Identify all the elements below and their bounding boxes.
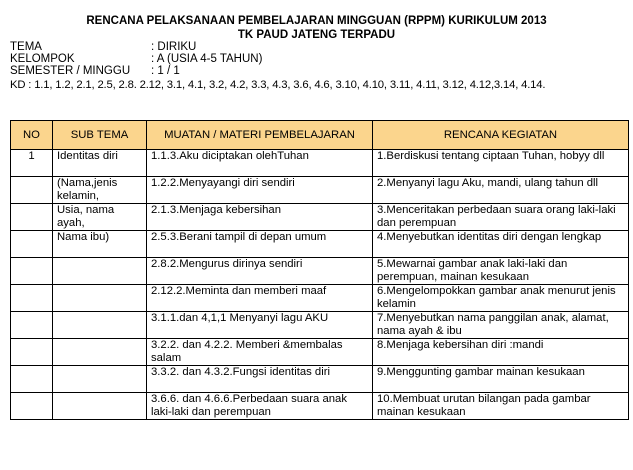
cell-kegiatan: 8.Menjaga kebersihan diri :mandi bbox=[373, 339, 629, 366]
cell-kegiatan: 2.Menyanyi lagu Aku, mandi, ulang tahun dll bbox=[373, 177, 629, 204]
cell-kegiatan: 3.Menceritakan perbedaan suara orang laki-laki dan perempuan bbox=[373, 204, 629, 231]
cell-sub-tema: Identitas diri bbox=[53, 150, 147, 177]
table-row bbox=[11, 258, 629, 285]
table-header-row bbox=[11, 121, 629, 150]
table-row bbox=[11, 204, 629, 231]
cell-kegiatan: 7.Menyebutkan nama panggilan anak, alamat, nama ayah & ibu bbox=[373, 312, 629, 339]
meta-value: : DIRIKU bbox=[151, 41, 197, 53]
cell-no bbox=[11, 204, 53, 231]
cell-sub-tema bbox=[53, 285, 147, 312]
meta-label: TEMA bbox=[10, 41, 42, 53]
cell-no bbox=[11, 393, 53, 420]
meta-label: SEMESTER / MINGGU bbox=[10, 65, 131, 77]
cell-sub-tema bbox=[53, 312, 147, 339]
cell-materi: 1.2.2.Menyayangi diri sendiri bbox=[147, 177, 373, 204]
rppm-table bbox=[10, 120, 629, 420]
table-row bbox=[11, 312, 629, 339]
cell-no bbox=[11, 366, 53, 393]
table-row bbox=[11, 177, 629, 204]
cell-kegiatan: 5.Mewarnai gambar anak laki-laki dan perempuan, mainan kesukaan bbox=[373, 258, 629, 285]
cell-materi: 1.1.3.Aku diciptakan olehTuhan bbox=[147, 150, 373, 177]
cell-sub-tema bbox=[53, 258, 147, 285]
cell-materi: 2.5.3.Berani tampil di depan umum bbox=[147, 231, 373, 258]
cell-no bbox=[11, 231, 53, 258]
school-name: TK PAUD JATENG TERPADU bbox=[237, 29, 396, 41]
cell-kegiatan: 10.Membuat urutan bilangan pada gambar mainan kesukaan bbox=[373, 393, 629, 420]
header-no: NO bbox=[11, 121, 53, 150]
meta-value: : 1 / 1 bbox=[151, 65, 180, 77]
cell-materi: 2.1.3.Menjaga kebersihan bbox=[147, 204, 373, 231]
cell-sub-tema: Nama ibu) bbox=[53, 231, 147, 258]
cell-no bbox=[11, 177, 53, 204]
header-sub-tema: SUB TEMA bbox=[53, 121, 147, 150]
meta-label: KELOMPOK bbox=[10, 53, 75, 65]
table-row bbox=[11, 339, 629, 366]
cell-sub-tema bbox=[53, 339, 147, 366]
header-materi: MUATAN / MATERI PEMBELAJARAN bbox=[147, 121, 373, 150]
cell-kegiatan: 1.Berdiskusi tentang ciptaan Tuhan, hobyy dll bbox=[373, 150, 629, 177]
table-row bbox=[11, 150, 629, 177]
cell-no bbox=[11, 285, 53, 312]
cell-materi: 3.1.1.dan 4,1,1 Menyanyi lagu AKU bbox=[147, 312, 373, 339]
cell-sub-tema: Usia, nama ayah, bbox=[53, 204, 147, 231]
table-row bbox=[11, 231, 629, 258]
cell-kegiatan: 4.Menyebutkan identitas diri dengan lengkap bbox=[373, 231, 629, 258]
cell-materi: 3.6.6. dan 4.6.6.Perbedaan suara anak laki-laki dan perempuan bbox=[147, 393, 373, 420]
table-row bbox=[11, 393, 629, 420]
cell-no bbox=[11, 258, 53, 285]
cell-kegiatan: 6.Mengelompokkan gambar anak menurut jenis kelamin bbox=[373, 285, 629, 312]
table-row bbox=[11, 285, 629, 312]
cell-kegiatan: 9.Menggunting gambar mainan kesukaan bbox=[373, 366, 629, 393]
cell-materi: 3.3.2. dan 4.3.2.Fungsi identitas diri bbox=[147, 366, 373, 393]
cell-no: 1 bbox=[11, 150, 53, 177]
header-kegiatan: RENCANA KEGIATAN bbox=[373, 121, 629, 150]
cell-sub-tema bbox=[53, 366, 147, 393]
meta-value: : A (USIA 4-5 TAHUN) bbox=[151, 53, 263, 65]
document-title: RENCANA PELAKSANAAN PEMBELAJARAN MINGGUAN (RPPM) KURIKULUM 2013 bbox=[86, 15, 547, 27]
cell-materi: 3.2.2. dan 4.2.2. Memberi &membalas salam bbox=[147, 339, 373, 366]
cell-materi: 2.12.2.Meminta dan memberi maaf bbox=[147, 285, 373, 312]
cell-sub-tema: (Nama,jenis kelamin, bbox=[53, 177, 147, 204]
table-row bbox=[11, 366, 629, 393]
cell-no bbox=[11, 339, 53, 366]
kd-line: KD : 1.1, 1.2, 2.1, 2.5, 2.8. 2.12, 3.1, 4.1, 3.2, 4.2, 3.3, 4.3, 3.6, 4.6, 3.10, 4.10, 3.11, 4.11, 3.12, 4.12,3.14, 4.14. bbox=[10, 79, 546, 91]
cell-no bbox=[11, 312, 53, 339]
cell-materi: 2.8.2.Mengurus dirinya sendiri bbox=[147, 258, 373, 285]
cell-sub-tema bbox=[53, 393, 147, 420]
